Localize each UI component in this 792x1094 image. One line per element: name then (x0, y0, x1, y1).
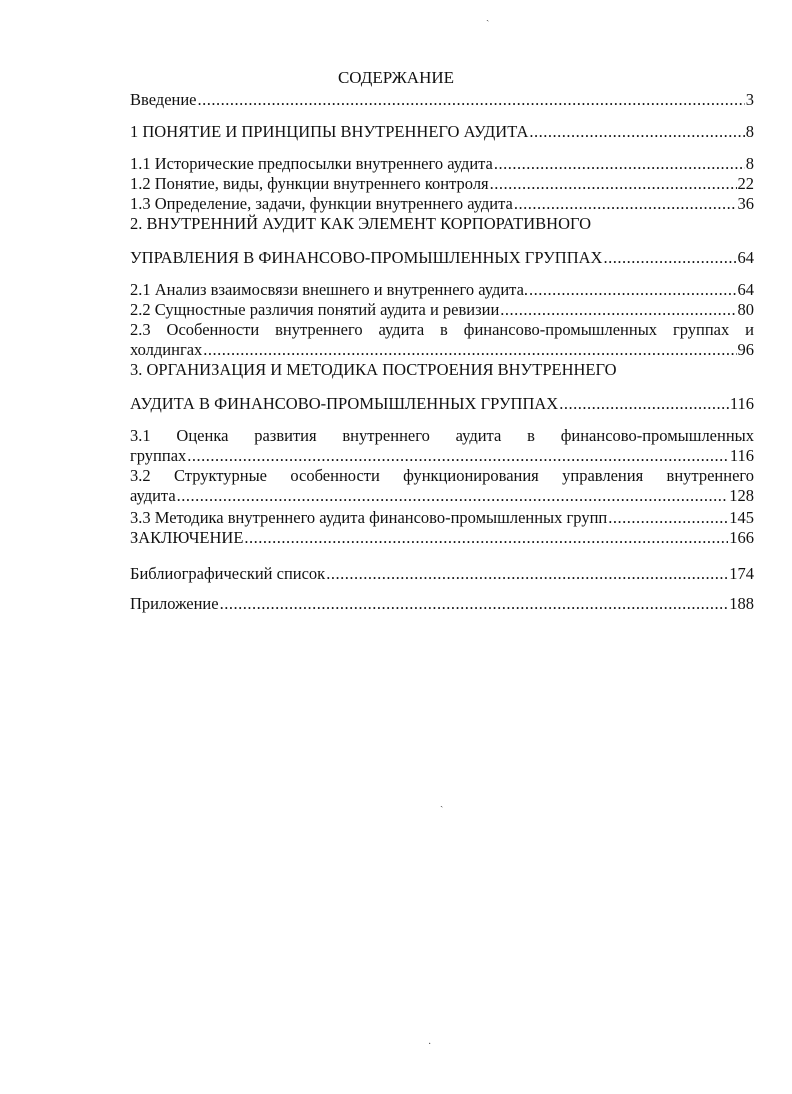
toc-label: ЗАКЛЮЧЕНИЕ (130, 528, 244, 547)
scan-speck: ˏ (440, 797, 444, 808)
dot-leader (187, 446, 729, 466)
toc-label: 1.3 Определение, задачи, функции внутреннего аудита (130, 194, 513, 213)
toc-label-line-1: 3.1 Оценка развития внутреннего аудита в финансово-промышленных (130, 426, 754, 445)
toc-entry-intro[interactable] (130, 90, 754, 110)
toc-entry-bibliography[interactable] (130, 564, 754, 584)
toc-page-number: 8 (745, 122, 754, 141)
toc-label-line-2: группах (130, 446, 187, 465)
dot-leader (603, 248, 736, 268)
toc-entry-section-3-1[interactable] (130, 426, 754, 466)
toc-page-number: 166 (729, 528, 754, 547)
toc-page-number: 116 (729, 446, 754, 465)
toc-entry-section-2-2[interactable] (130, 300, 754, 320)
toc-entry-section-3-2[interactable] (130, 466, 754, 506)
dot-leader (500, 300, 736, 320)
dot-leader (177, 486, 729, 506)
toc-entry-appendix[interactable] (130, 594, 754, 614)
toc-label-line-2: АУДИТА В ФИНАНСОВО-ПРОМЫШЛЕННЫХ ГРУППАХ (130, 394, 559, 413)
toc-label-line-2: холдингах (130, 340, 203, 359)
toc-page-number: 64 (737, 280, 754, 299)
toc-entry-section-1-3[interactable] (130, 194, 754, 214)
toc-page-number: 96 (737, 340, 754, 359)
toc-page-number: 128 (729, 486, 754, 505)
toc-page-number: 116 (729, 394, 754, 413)
toc-entry-chapter-2[interactable] (130, 214, 754, 268)
toc-label: 2.2 Сущностные различия понятий аудита и ревизии (130, 300, 500, 319)
toc-page-number: 36 (737, 194, 754, 213)
dot-leader (494, 154, 745, 174)
dot-leader (244, 528, 728, 548)
scan-speck: · (428, 1039, 432, 1050)
dot-leader (514, 194, 737, 214)
toc-label: 1.1 Исторические предпосылки внутреннего аудита (130, 154, 493, 173)
toc-entry-section-3-3[interactable] (130, 508, 754, 528)
toc-page-number: 188 (729, 594, 754, 613)
page-title: СОДЕРЖАНИЕ (337, 68, 455, 87)
toc-page-number: 174 (729, 564, 754, 583)
toc-label-line-1: 2.3 Особенности внутреннего аудита в финансово-промышленных группах и (130, 320, 754, 339)
toc-label-line-1: 3.2 Структурные особенности функционирования управления внутреннего (130, 466, 754, 485)
toc-label: 1 ПОНЯТИЕ И ПРИНЦИПЫ ВНУТРЕННЕГО АУДИТА (130, 122, 529, 141)
toc-entry-chapter-1[interactable] (130, 122, 754, 142)
toc-page-number: 64 (737, 248, 754, 267)
dot-leader (608, 508, 728, 528)
scan-speck: ˎ (486, 11, 490, 22)
toc-page-number: 22 (737, 174, 754, 193)
dot-leader (203, 340, 736, 360)
toc-entry-chapter-3[interactable] (130, 360, 754, 414)
toc-entry-conclusion[interactable] (130, 528, 754, 548)
dot-leader (220, 594, 729, 614)
toc-label-line-2: аудита (130, 486, 176, 505)
toc-entry-section-2-3[interactable] (130, 320, 754, 360)
toc-page-number: 145 (729, 508, 754, 527)
dot-leader (559, 394, 729, 414)
toc-entry-section-1-1[interactable] (130, 154, 754, 174)
toc-entry-section-1-2[interactable] (130, 174, 754, 194)
toc-label: Приложение (130, 594, 219, 613)
toc-label-line-1: 2. ВНУТРЕННИЙ АУДИТ КАК ЭЛЕМЕНТ КОРПОРАТИВНОГО (130, 214, 592, 233)
dot-leader (198, 90, 745, 110)
toc-label: 2.1 Анализ взаимосвязи внешнего и внутреннего аудита. (130, 280, 529, 299)
toc-page-number: 3 (745, 90, 754, 109)
toc-label: Введение (130, 90, 197, 109)
toc-label-line-1: 3. ОРГАНИЗАЦИЯ И МЕТОДИКА ПОСТРОЕНИЯ ВНУТРЕННЕГО (130, 360, 617, 379)
toc-page-number: 80 (737, 300, 754, 319)
dot-leader (529, 122, 744, 142)
toc-label: 3.3 Методика внутреннего аудита финансово-промышленных групп (130, 508, 608, 527)
dot-leader (529, 280, 736, 300)
toc-label: 1.2 Понятие, виды, функции внутреннего контроля (130, 174, 489, 193)
toc-page-number: 8 (745, 154, 754, 173)
dot-leader (490, 174, 737, 194)
dot-leader (326, 564, 728, 584)
toc-label: Библиографический список (130, 564, 326, 583)
toc-entry-section-2-1[interactable] (130, 280, 754, 300)
toc-label-line-2: УПРАВЛЕНИЯ В ФИНАНСОВО-ПРОМЫШЛЕННЫХ ГРУППАХ (130, 248, 603, 267)
